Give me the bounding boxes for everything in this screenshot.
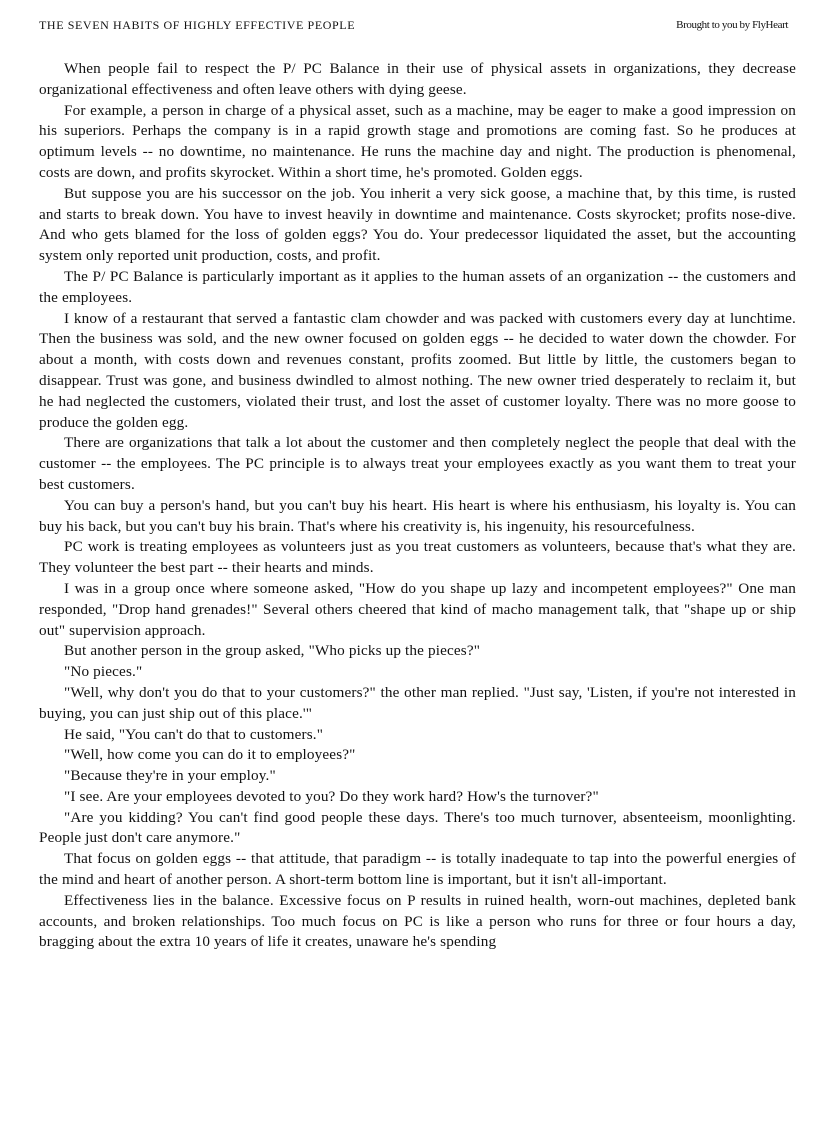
paragraph: "Well, why don't you do that to your customers?" the other man replied. "Just say, 'Listen, if you're not interested in buying, you can just ship out of this place.'" [39, 683, 796, 722]
paragraph: "Are you kidding? You can't find good people these days. There's too much turnover, absenteeism, moonlighting. People just don't care anymore." [39, 808, 796, 847]
paragraph: But another person in the group asked, "Who picks up the pieces?" [64, 642, 481, 660]
paragraph: "I see. Are your employees devoted to you? Do they work hard? How's the turnover?" [64, 787, 599, 805]
paragraph: For example, a person in charge of a physical asset, such as a machine, may be eager to make a good impression on his superiors. Perhaps the company is in a rapid growth stage and promotions are coming fast. So he produces at optimum levels -- no downtime, no maintenance. He runs the machine day and night. The production is phenomenal, costs are down, and profits skyrocket. Within a short time, he's promoted. Golden eggs. [39, 101, 796, 181]
paragraph: I was in a group once where someone asked, "How do you shape up lazy and incompetent employees?" One man responded, "Drop hand grenades!" Several others cheered that kind of macho management talk, that "shape up or ship out" supervision approach. [39, 579, 796, 639]
paragraph: I know of a restaurant that served a fantastic clam chowder and was packed with customers every day at lunchtime. Then the business was sold, and the new owner focused on golden eggs -- he decided to water down the chowder. For about a month, with costs down and revenues constant, profits zoomed. But little by little, the customers began to disappear. Trust was gone, and business dwindled to almost nothing. The new owner tried desperately to reclaim it, but he had neglected the customers, violated their trust, and lost the asset of customer loyalty. There was no more goose to produce the golden egg. [39, 309, 796, 431]
paragraph: Effectiveness lies in the balance. Excessive focus on P results in ruined health, worn-out machines, depleted bank accounts, and broken relationships. Too much focus on PC is like a person who runs for three or four hours a day, bragging about the extra 10 years of life it creates, unaware he's spending [39, 891, 796, 951]
paragraph: "Because they're in your employ." [64, 767, 276, 785]
paragraph: You can buy a person's hand, but you can't buy his heart. His heart is where his enthusiasm, his loyalty is. You can buy his back, but you can't buy his brain. That's where his creativity is, his ingenuity, his resourcefulness. [39, 496, 796, 535]
paragraph: He said, "You can't do that to customers." [64, 725, 324, 743]
paragraph: The P/ PC Balance is particularly important as it applies to the human assets of an organization -- the customers and the employees. [39, 267, 796, 306]
paragraph: But suppose you are his successor on the job. You inherit a very sick goose, a machine that, by this time, is rusted and starts to break down. You have to invest heavily in downtime and maintenance. Costs skyrocket; profits nose-dive. And who gets blamed for the loss of golden eggs? You do. Your predecessor liquidated the asset, but the accounting system only reported unit production, costs, and profit. [39, 184, 796, 265]
paragraph: There are organizations that talk a lot about the customer and then completely neglect the people that deal with the customer -- the employees. The PC principle is to always treat your employees exactly as you want them to treat your best customers. [39, 434, 796, 493]
paragraph: When people fail to respect the P/ PC Balance in their use of physical assets in organizations, they decrease organizational effectiveness and often leave others with dying geese. [39, 60, 796, 98]
book-title: THE SEVEN HABITS OF HIGHLY EFFECTIVE PEOPLE [39, 18, 356, 32]
credit-text: Brought to you by FlyHeart [676, 19, 788, 31]
paragraph: PC work is treating employees as volunteers just as you treat customers as volunteers, because that's what they are. They volunteer the best part -- their hearts and minds. [39, 538, 796, 577]
page-header [39, 18, 788, 38]
paragraph: "No pieces." [64, 663, 143, 681]
paragraph: That focus on golden eggs -- that attitude, that paradigm -- is totally inadequate to tap into the powerful energies of the mind and heart of another person. A short-term bottom line is important, but it isn't all-important. [39, 850, 796, 889]
document-body [39, 59, 796, 953]
paragraph: "Well, how come you can do it to employees?" [64, 746, 356, 764]
